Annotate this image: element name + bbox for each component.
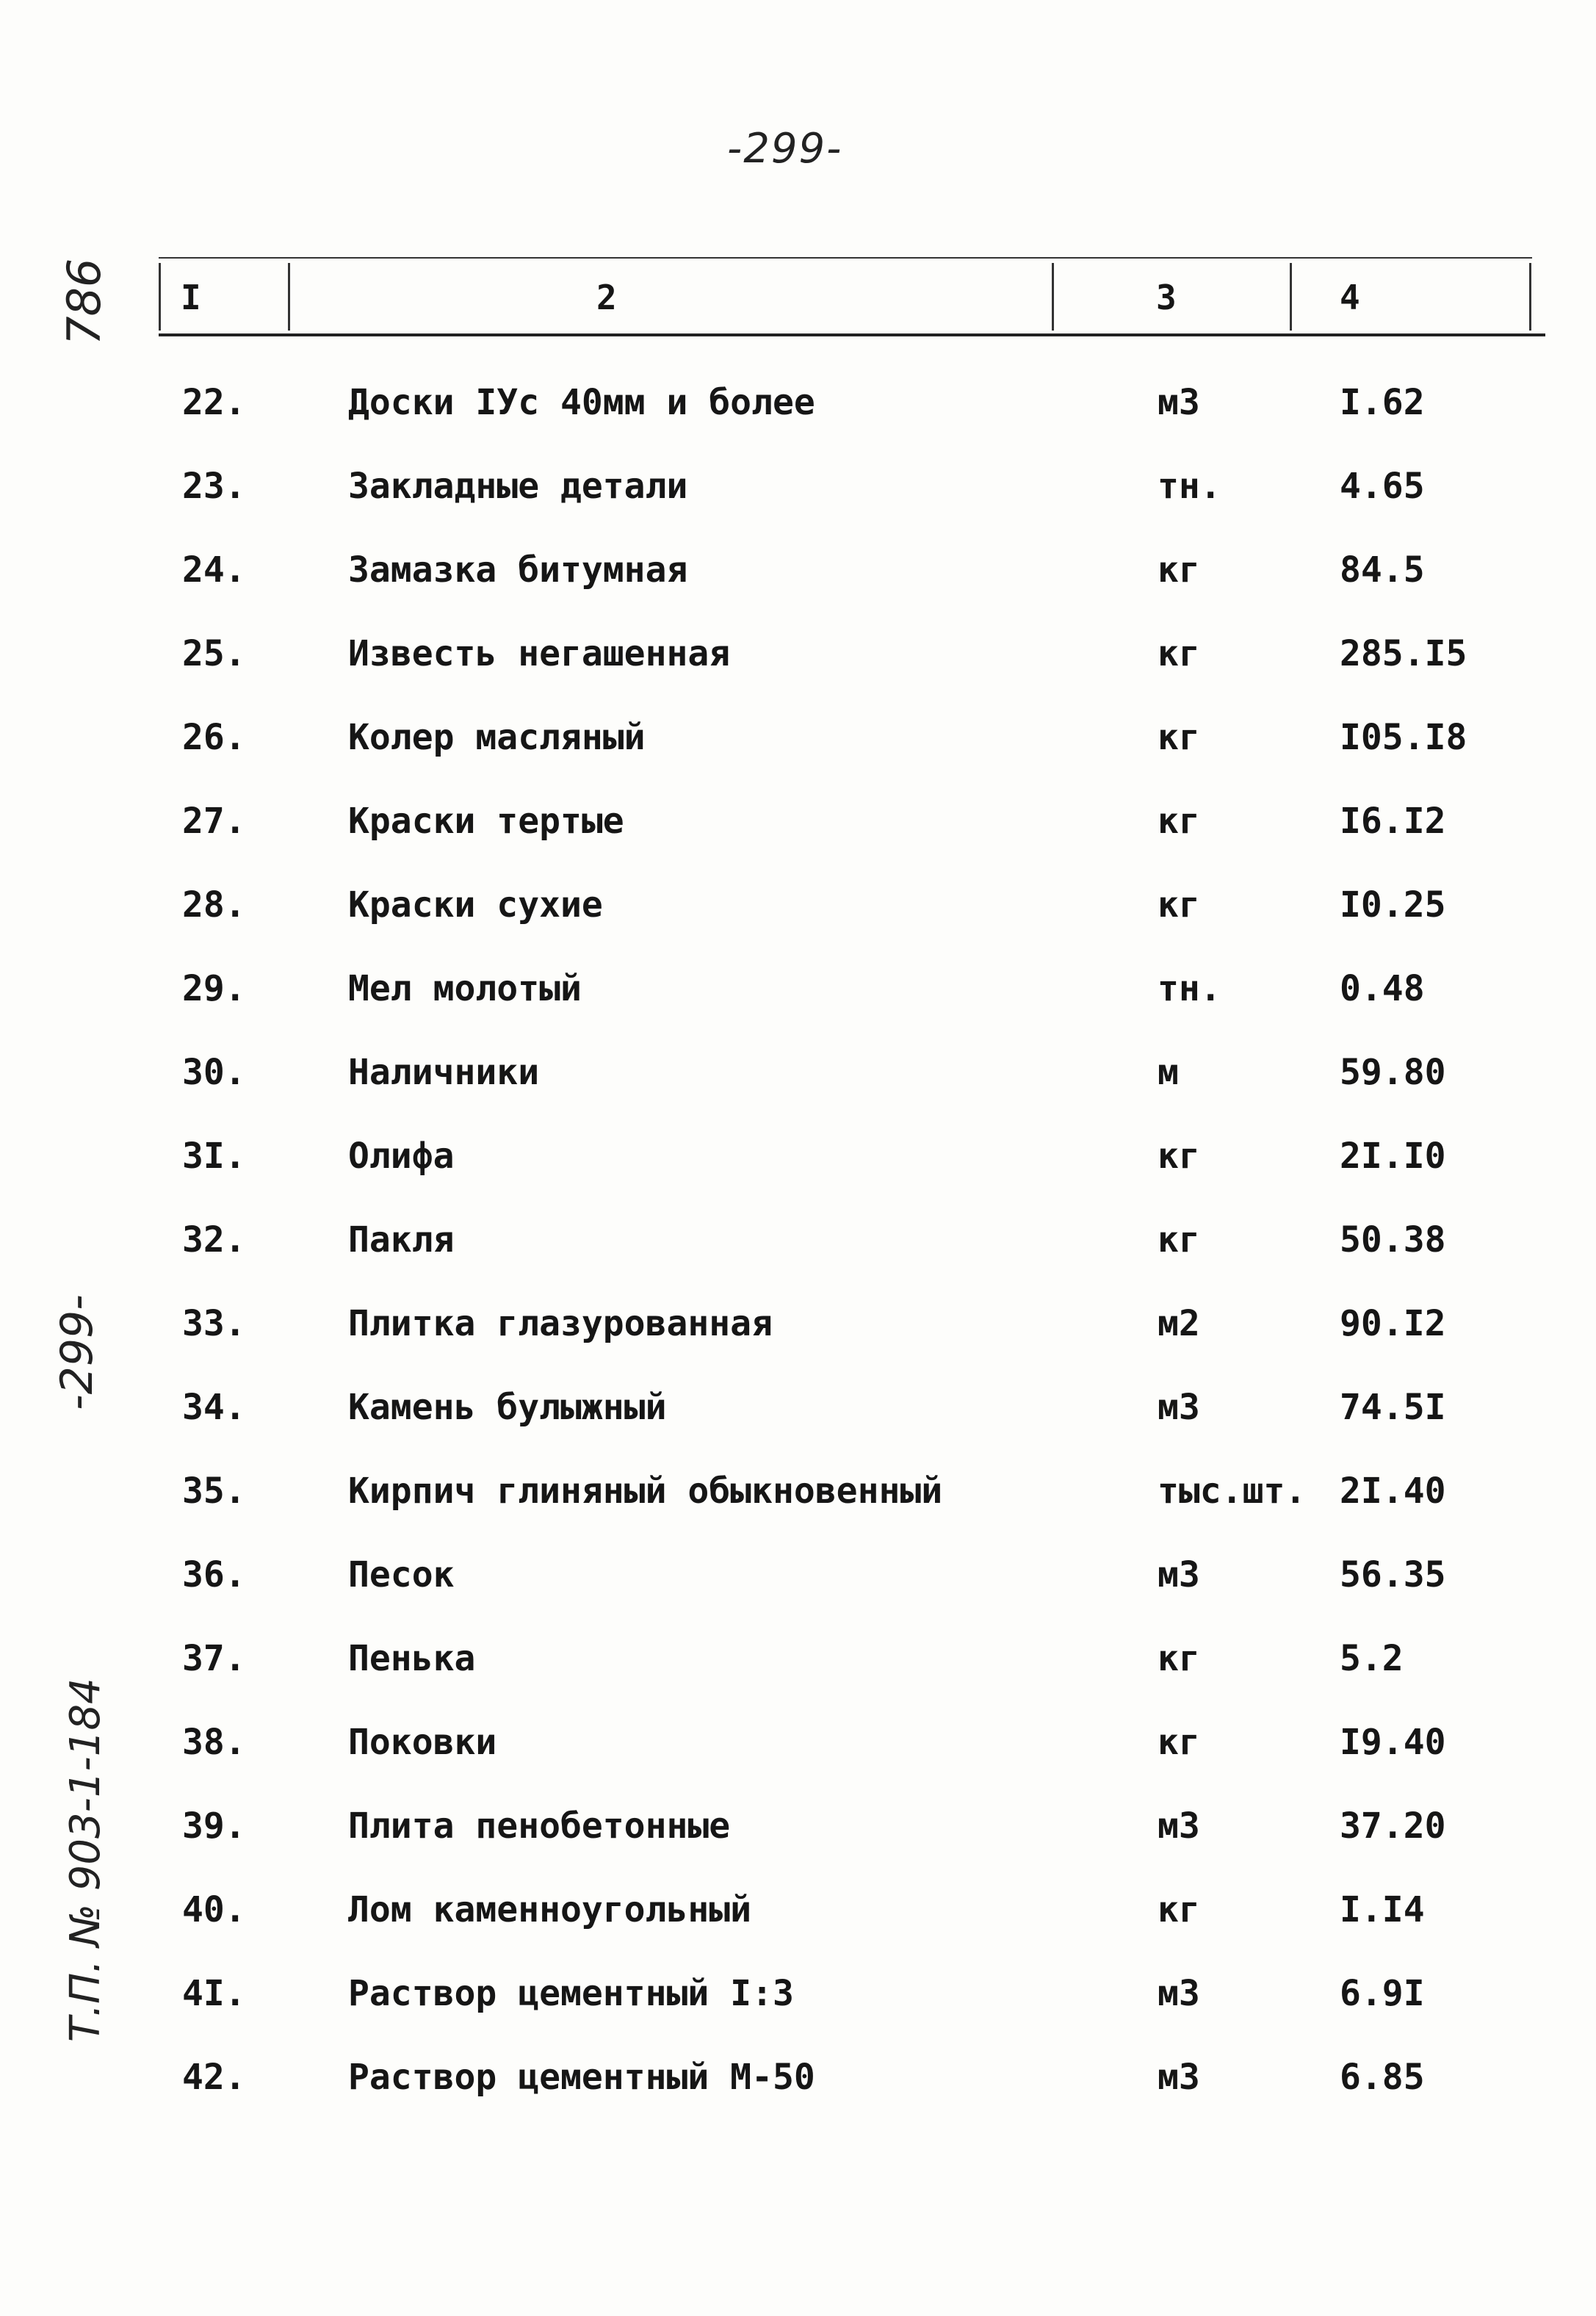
unit: кг xyxy=(1158,633,1200,674)
unit: м xyxy=(1158,1052,1179,1093)
quantity: 2I.40 xyxy=(1340,1471,1446,1512)
material-name: Плитка глазурованная xyxy=(348,1303,773,1344)
material-name: Песок xyxy=(348,1554,455,1595)
row-number: 26. xyxy=(182,717,246,758)
unit: кг xyxy=(1158,1722,1200,1763)
material-name: Известь негашенная xyxy=(348,633,731,674)
unit: кг xyxy=(1158,1638,1200,1679)
material-name: Колер масляный xyxy=(348,717,646,758)
page-number: -299- xyxy=(727,125,843,173)
quantity: 74.5I xyxy=(1340,1387,1446,1428)
unit: кг xyxy=(1158,801,1200,842)
quantity: 59.80 xyxy=(1340,1052,1446,1093)
table-row xyxy=(0,1805,1596,1889)
material-name: Краски сухие xyxy=(348,884,603,926)
material-name: Замазка битумная xyxy=(348,549,688,591)
table-row xyxy=(0,1387,1596,1471)
header-separator xyxy=(1052,263,1054,331)
material-name: Плита пенобетонные xyxy=(348,1805,731,1847)
material-name: Раствор цементный М-50 xyxy=(348,2057,815,2098)
header-col-2: 2 xyxy=(596,278,617,317)
row-number: 30. xyxy=(182,1052,246,1093)
header-col-3: 3 xyxy=(1156,278,1177,317)
row-number: 4I. xyxy=(182,1973,246,2014)
quantity: 37.20 xyxy=(1340,1805,1446,1847)
unit: м3 xyxy=(1158,1805,1200,1847)
unit: кг xyxy=(1158,717,1200,758)
row-number: 39. xyxy=(182,1805,246,1847)
quantity: 56.35 xyxy=(1340,1554,1446,1595)
quantity: I.I4 xyxy=(1340,1889,1425,1930)
quantity: I6.I2 xyxy=(1340,801,1446,842)
quantity: I05.I8 xyxy=(1340,717,1467,758)
material-name: Закладные детали xyxy=(348,466,688,507)
row-number: 35. xyxy=(182,1471,246,1512)
row-number: 33. xyxy=(182,1303,246,1344)
material-name: Наличники xyxy=(348,1052,540,1093)
unit: м3 xyxy=(1158,1387,1200,1428)
row-number: 23. xyxy=(182,466,246,507)
table-row xyxy=(0,466,1596,549)
quantity: 4.65 xyxy=(1340,466,1425,507)
material-name: Поковки xyxy=(348,1722,497,1763)
row-number: 32. xyxy=(182,1219,246,1260)
table-row xyxy=(0,1303,1596,1387)
row-number: 36. xyxy=(182,1554,246,1595)
table-header xyxy=(159,257,1545,336)
row-number: 38. xyxy=(182,1722,246,1763)
unit: м3 xyxy=(1158,1554,1200,1595)
unit: кг xyxy=(1158,1136,1200,1177)
material-name: Пенька xyxy=(348,1638,476,1679)
header-col-4: 4 xyxy=(1340,278,1360,317)
quantity: 6.85 xyxy=(1340,2057,1425,2098)
document-inventory-number: 786 xyxy=(57,258,111,345)
table-row xyxy=(0,633,1596,717)
table-row xyxy=(0,1973,1596,2057)
unit: м3 xyxy=(1158,382,1200,423)
quantity: I0.25 xyxy=(1340,884,1446,926)
unit: кг xyxy=(1158,1219,1200,1260)
header-top-line xyxy=(159,257,1532,259)
header-separator xyxy=(288,263,290,331)
unit: кг xyxy=(1158,884,1200,926)
row-number: 34. xyxy=(182,1387,246,1428)
row-number: 27. xyxy=(182,801,246,842)
table-row xyxy=(0,1554,1596,1638)
table-row xyxy=(0,1136,1596,1219)
table-row xyxy=(0,2057,1596,2140)
table-row xyxy=(0,884,1596,968)
material-name: Раствор цементный I:3 xyxy=(348,1973,794,2014)
quantity: 0.48 xyxy=(1340,968,1425,1009)
row-number: 40. xyxy=(182,1889,246,1930)
table-row xyxy=(0,717,1596,801)
table-row xyxy=(0,801,1596,884)
quantity: 6.9I xyxy=(1340,1973,1425,2014)
unit: кг xyxy=(1158,549,1200,591)
quantity: 84.5 xyxy=(1340,549,1425,591)
material-name: Камень булыжный xyxy=(348,1387,667,1428)
row-number: 37. xyxy=(182,1638,246,1679)
unit: м2 xyxy=(1158,1303,1200,1344)
quantity: 5.2 xyxy=(1340,1638,1404,1679)
standard-project-number: Т.П. № 903-1-184 xyxy=(62,1678,109,2042)
table-row xyxy=(0,1052,1596,1136)
table-row xyxy=(0,1219,1596,1303)
quantity: 2I.I0 xyxy=(1340,1136,1446,1177)
table-row xyxy=(0,1638,1596,1722)
header-right-border xyxy=(1529,263,1531,331)
material-name: Мел молотый xyxy=(348,968,582,1009)
quantity: I9.40 xyxy=(1340,1722,1446,1763)
material-name: Краски тертые xyxy=(348,801,624,842)
row-number: 28. xyxy=(182,884,246,926)
margin-page-number: -299- xyxy=(51,1294,103,1410)
unit: тн. xyxy=(1158,968,1221,1009)
material-name: Доски IУс 40мм и более xyxy=(348,382,815,423)
table-row xyxy=(0,549,1596,633)
header-bottom-line xyxy=(159,333,1545,336)
materials-list xyxy=(0,382,1596,2140)
row-number: 22. xyxy=(182,382,246,423)
quantity: 90.I2 xyxy=(1340,1303,1446,1344)
row-number: 29. xyxy=(182,968,246,1009)
unit: м3 xyxy=(1158,2057,1200,2098)
unit: тыс.шт. xyxy=(1158,1471,1307,1512)
header-separator xyxy=(1290,263,1292,331)
quantity: 285.I5 xyxy=(1340,633,1467,674)
unit: м3 xyxy=(1158,1973,1200,2014)
row-number: 42. xyxy=(182,2057,246,2098)
row-number: 24. xyxy=(182,549,246,591)
row-number: 25. xyxy=(182,633,246,674)
unit: кг xyxy=(1158,1889,1200,1930)
header-col-1: I xyxy=(181,278,201,317)
unit: тн. xyxy=(1158,466,1221,507)
material-name: Кирпич глиняный обыкновенный xyxy=(348,1471,943,1512)
table-row xyxy=(0,968,1596,1052)
material-name: Лом каменноугольный xyxy=(348,1889,752,1930)
header-left-border xyxy=(159,263,161,331)
material-name: Олифа xyxy=(348,1136,455,1177)
table-row xyxy=(0,1471,1596,1554)
quantity: I.62 xyxy=(1340,382,1425,423)
row-number: 3I. xyxy=(182,1136,246,1177)
material-name: Пакля xyxy=(348,1219,455,1260)
table-row xyxy=(0,382,1596,466)
table-row xyxy=(0,1722,1596,1805)
quantity: 50.38 xyxy=(1340,1219,1446,1260)
table-row xyxy=(0,1889,1596,1973)
